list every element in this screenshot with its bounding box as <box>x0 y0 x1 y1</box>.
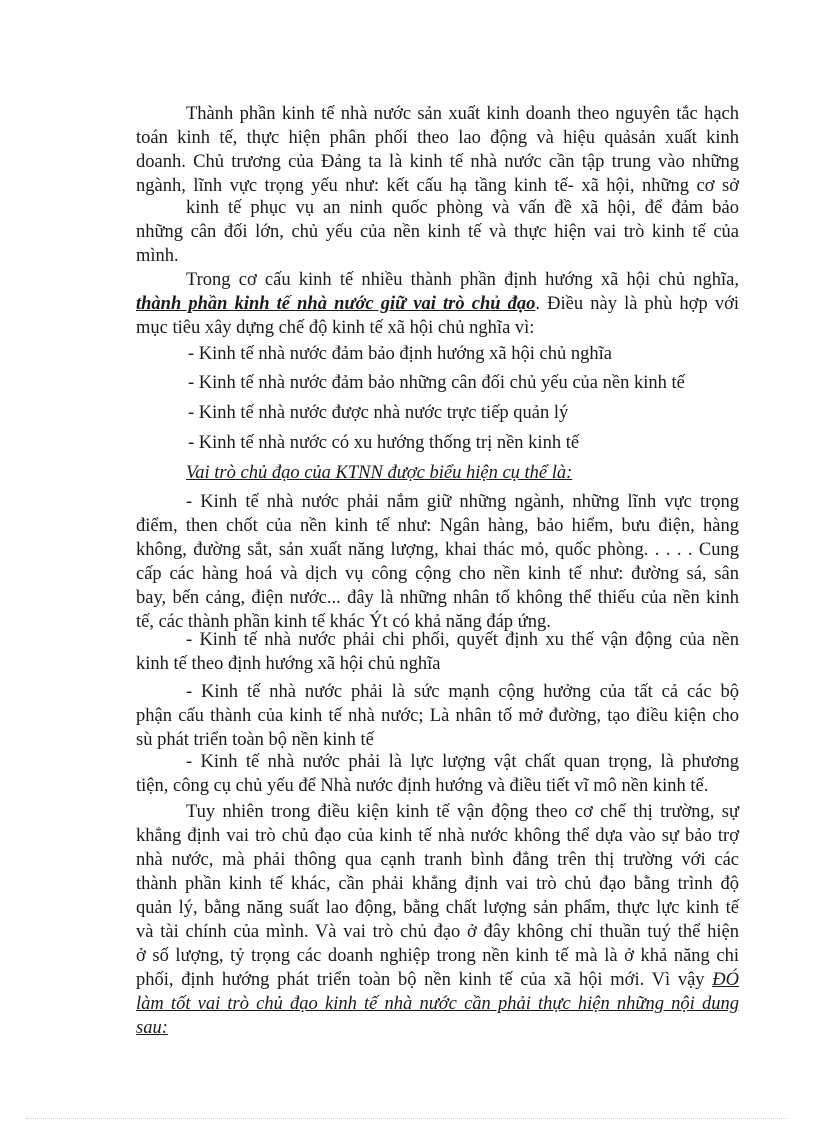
text-line: không, đường sắt, sản xuất năng lượng, khai thác mỏ, quốc phòng. . . . . Cung <box>136 540 739 560</box>
bullet-item: - Kinh tế nhà nước đảm bảo những cân đối chủ yếu của nền kinh tế <box>188 373 685 393</box>
paragraph-8 <box>136 800 739 1040</box>
text-line: nhà nước, mà phải thông qua cạnh tranh bình đẳng trên thị trường với các <box>136 850 739 870</box>
text-line: - Kinh tế nhà nước phải là lực lượng vật chất quan trọng, là phương <box>186 752 739 772</box>
emphasis-text: ĐÓ <box>712 970 739 990</box>
bullet-item: - Kinh tế nhà nước đảm bảo định hướng xã hội chủ nghĩa <box>188 344 612 364</box>
text-line: - Kinh tế nhà nước phải nắm giữ những ngành, những lĩnh vực trọng <box>186 492 739 512</box>
text-line: bay, bến cảng, điện nước... đây là những nhân tố không thể thiếu của nền kinh <box>136 588 739 608</box>
role-heading: Vai trò chủ đạo của KTNN được biểu hiện cụ thể là: <box>186 463 573 483</box>
text-line: doanh. Chủ trương của Đảng ta là kinh tế nhà nước cần tập trung vào những <box>136 152 739 172</box>
bullet-item: - Kinh tế nhà nước có xu hướng thống trị nền kinh tế <box>188 433 580 453</box>
paragraph-1 <box>136 102 739 198</box>
text-line: thành phần kinh tế khác, cần phải khẳng định vai trò chủ đạo bằng trình độ <box>136 874 739 894</box>
paragraph-3 <box>136 268 739 340</box>
text-line: quản lý, bằng năng suất lao động, bằng chất lượng sản phẩm, thực lực kinh tế <box>136 898 739 918</box>
text-line: điểm, then chốt của nền kinh tế như: Ngân hàng, bảo hiểm, bưu điện, hàng <box>136 516 739 536</box>
emphasis-state-role: thành phần kinh tế nhà nước giữ vai trò chủ đạo <box>136 294 536 314</box>
paragraph-5 <box>136 628 739 676</box>
emphasis-line: làm tốt vai trò chủ đạo kinh tế nhà nước cần phải thực hiện những nội dung <box>136 994 739 1014</box>
text-line: - Kinh tế nhà nước phải chi phối, quyết định xu thế vận động của nền <box>186 630 739 650</box>
paragraph-7 <box>136 750 739 798</box>
text-line <box>136 292 739 316</box>
text-line: ở số lượng, tỷ trọng các doanh nghiệp trong nền kinh tế mà là ở khả năng chi <box>136 946 739 966</box>
text-segment: phối, định hướng phát triển toàn bộ nền kinh tế của xã hội mới. Vì vậy <box>136 970 713 990</box>
bullet-item: - Kinh tế nhà nước được nhà nước trực tiếp quản lý <box>188 403 569 423</box>
text-line: mình. <box>136 246 179 266</box>
emphasis-line: sau: <box>136 1018 168 1038</box>
text-line: Thành phần kinh tế nhà nước sản xuất kinh doanh theo nguyên tắc hạch <box>186 104 739 124</box>
text-line: kinh tế theo định hướng xã hội chủ nghĩa <box>136 654 441 674</box>
text-line: phận cấu thành của kinh tế nhà nước; Là nhân tố mở đường, tạo điều kiện cho <box>136 706 739 726</box>
text-line: và tài chính của mình. Và vai trò chủ đạo ở đây không chỉ thuần tuý thể hiện <box>136 922 739 942</box>
text-line: khẳng định vai trò chủ đạo của kinh tế nhà nước không thể dựa vào sự bảo trợ <box>136 826 739 846</box>
text-line: toán kinh tế, thực hiện phân phối theo lao động và hiệu quảsản xuất kinh <box>136 128 739 148</box>
text-segment: . Điều này là phù hợp với <box>535 294 739 314</box>
text-line: Trong cơ cấu kinh tế nhiều thành phần định hướng xã hội chủ nghĩa, <box>186 270 739 290</box>
text-line: Tuy nhiên trong điều kiện kinh tế vận động theo cơ chế thị trường, sự <box>186 802 739 822</box>
text-line: cấp các hàng hoá và dịch vụ công cộng cho nền kinh tế như: đường sá, sân <box>136 564 739 584</box>
text-line: tiện, công cụ chủ yếu để Nhà nước định hướng và điều tiết vĩ mô nền kinh tế. <box>136 776 709 796</box>
page-bottom-border <box>26 1118 788 1119</box>
text-line: mục tiêu xây dựng chế độ kinh tế xã hội chủ nghĩa vì: <box>136 318 535 338</box>
text-line: sù phát triển toàn bộ nền kinh tế <box>136 730 374 750</box>
text-line: những cân đối lớn, chủ yếu của nền kinh tế và thực hiện vai trò kinh tế của <box>136 222 739 242</box>
text-line: kinh tế phục vụ an ninh quốc phòng và vấn đề xã hội, để đảm bảo <box>186 198 739 218</box>
paragraph-2 <box>136 196 739 268</box>
paragraph-4 <box>136 490 739 634</box>
text-line: tế, các thành phần kinh tế khác Ýt có khả năng đáp ứng. <box>136 612 551 632</box>
paragraph-6 <box>136 680 739 752</box>
text-line <box>136 968 739 992</box>
text-line: - Kinh tế nhà nước phải là sức mạnh cộng hưởng của tất cả các bộ <box>186 682 739 702</box>
text-line: ngành, lĩnh vực trọng yếu như: kết cấu hạ tầng kinh tế- xã hội, những cơ sở <box>136 176 739 196</box>
